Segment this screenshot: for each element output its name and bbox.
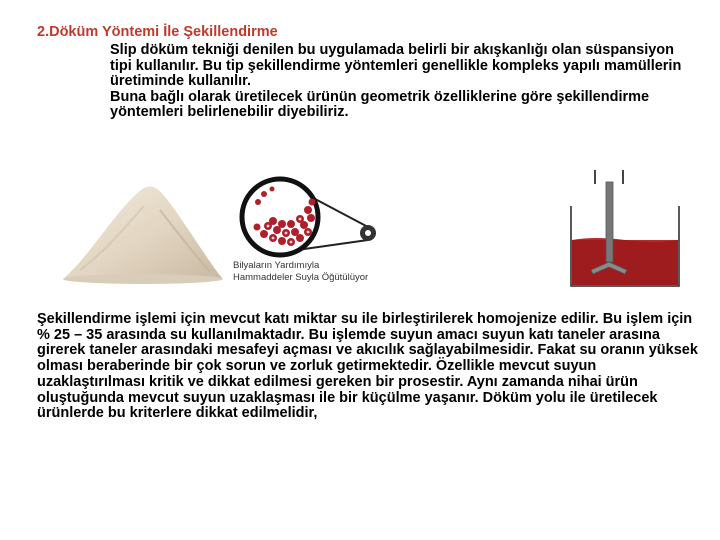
page-title: 2.Döküm Yöntemi İle Şekillendirme [37,24,278,40]
mill-caption-line1: Bilyaların Yardımıyla [233,260,320,271]
mill-caption-line2: Hammaddeler Suyla Öğütülüyor [233,272,369,283]
intro-paragraph-2: Buna bağlı olarak üretilecek ürünün geometrik özelliklerine göre şekillendirme yöntemleri belirlenebilir diyebiliriz. [110,88,650,120]
body-text: Şekillendirme işlemi için mevcut katı miktar su ile birleştirilerek homojenize edilir. Bu işlem için % 25 – 35 arasında su kullanılmaktadır. Bu işlemde suyun amacı suyun katı taneler arasına girerek taneler arasındaki mesafeyi açması ve akıcılık sağlayabilmesidir. Fakat su oranın yüksek olması beraberinde bir çok sorun ve zorluk getirmektedir. Özellikle mevcut suyun uzaklaştırılması kritik ve dikkat edilmesi gereken bir prosestir. Aynı zamanda nihai ürün oluştuğunda mevcut suyun uzaklaşması ile bir küçülme yaşanır. Döküm yolu ile üretilecek ürünlerde bu kriterlere dikkat edilmelidir, [37,311,698,422]
intro-paragraph-1: Slip döküm tekniği denilen bu uygulamada belirli bir akışkanlığı olan süspansiyon tipi kullanılır. Bu tip şekillendirme yöntemleri genellikle kompleks yapılı mamüllerin üretiminde kullanılır. [110,42,682,89]
ball-mill-illustration [228,172,388,284]
figures-row [0,150,720,310]
powder-pile-image [60,166,225,286]
intro-text [37,43,697,121]
mixing-tank-illustration [565,170,685,290]
